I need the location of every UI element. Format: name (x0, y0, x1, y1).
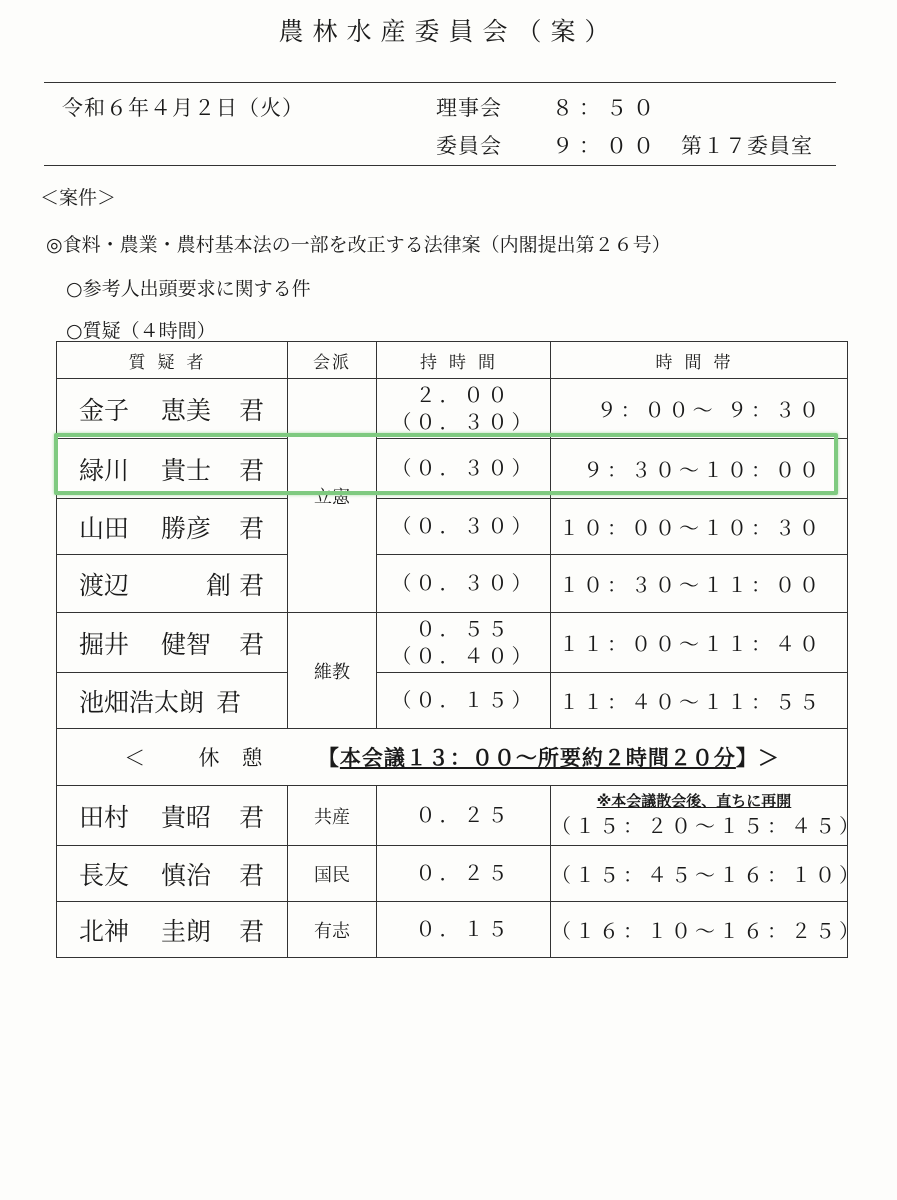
header-questioner: 質疑者 (57, 342, 288, 379)
recess-detail: 【本会議１３：００～所要約２時間２０分】＞ (317, 746, 780, 770)
faction-cell: 共産 (288, 786, 377, 846)
resume-note: ※本会議散会後、直ちに再開 (596, 792, 792, 810)
table-row (57, 673, 848, 729)
time-slot: １１：４０～１１：５５ (551, 673, 848, 729)
allotted-time: ０．５５ （０．４０） (377, 613, 551, 673)
questioner-name: 北神 圭朗 君 (57, 902, 288, 958)
recess-row (57, 729, 848, 786)
time-slot: １０：００～１０：３０ (551, 499, 848, 555)
table-row (57, 379, 848, 439)
directors-time: ８：５０ (552, 96, 660, 120)
recess-label: 休憩 (198, 746, 285, 770)
directors-label: 理事会 (436, 96, 502, 120)
table-row (57, 499, 848, 555)
time-slot: ※本会議散会後、直ちに再開 （１５：２０～１５：４５） (551, 786, 848, 846)
allotted-time: （０．１５） (377, 673, 551, 729)
allotted-time: ０．１５ (377, 902, 551, 958)
allotted-time: （０．３０） (377, 555, 551, 613)
allotted-time: （０．３０） (377, 499, 551, 555)
committee-label: 委員会 (436, 134, 502, 158)
table-row (57, 846, 848, 902)
page-title: 農林水産委員会（案） (278, 17, 619, 46)
table-row (57, 786, 848, 846)
questioner-name: 山田 勝彦 君 (57, 499, 288, 555)
questioner-name: 掘井 健智 君 (57, 613, 288, 673)
bill-title: ◎食料・農業・農村基本法の一部を改正する法律案（内閣提出第２６号） (46, 234, 671, 256)
allotted-time: （０．３０） (377, 439, 551, 499)
faction-cell: 有志 (288, 902, 377, 958)
questioner-name: 池畑浩太朗 君 (57, 673, 288, 729)
questioner-name: 緑川 貴士 君 (57, 439, 288, 499)
questioner-name: 金子 恵美 君 (57, 379, 288, 439)
header-time-slot: 時間帯 (551, 342, 848, 379)
committee-time: ９：００ (552, 134, 660, 158)
questioner-name: 長友 慎治 君 (57, 846, 288, 902)
meeting-date: 令和６年４月２日（火） (62, 96, 304, 120)
table-row (57, 902, 848, 958)
recess-cell (57, 729, 848, 786)
time-slot: １０：３０～１１：００ (551, 555, 848, 613)
allotted-time: ０．２５ (377, 786, 551, 846)
faction-cell: 維教 (288, 613, 377, 729)
agenda-item-witness: ○参考人出頭要求に関する件 (66, 278, 311, 300)
allotted-time: ２．００ （０．３０） (377, 379, 551, 439)
time-slot: １１：００～１１：４０ (551, 613, 848, 673)
time-slot: ９：００～ ９：３０ (551, 379, 848, 439)
table-header-row (57, 342, 848, 379)
questioner-name: 田村 貴昭 君 (57, 786, 288, 846)
allotted-time: ０．２５ (377, 846, 551, 902)
header-allotted-time: 持時間 (377, 342, 551, 379)
agenda-heading: ＜案件＞ (40, 187, 117, 209)
questioner-name: 渡辺 創 君 (57, 555, 288, 613)
header-faction: 会派 (288, 342, 377, 379)
faction-cell: 立憲 (288, 379, 377, 613)
agenda-item-questions: ○質疑（４時間） (66, 320, 216, 342)
recess-open-bracket: ＜ (124, 746, 146, 770)
time-slot: （１５：４５～１６：１０） (551, 846, 848, 902)
table-row (57, 613, 848, 673)
time-slot: ９：３０～１０：００ (551, 439, 848, 499)
header-bottom-rule (44, 165, 836, 166)
time-slot: （１６：１０～１６：２５） (551, 902, 848, 958)
table-row (57, 555, 848, 613)
header-top-rule (44, 82, 836, 83)
faction-cell: 国民 (288, 846, 377, 902)
highlight-box (54, 433, 838, 495)
room: 第１７委員室 (681, 134, 813, 158)
